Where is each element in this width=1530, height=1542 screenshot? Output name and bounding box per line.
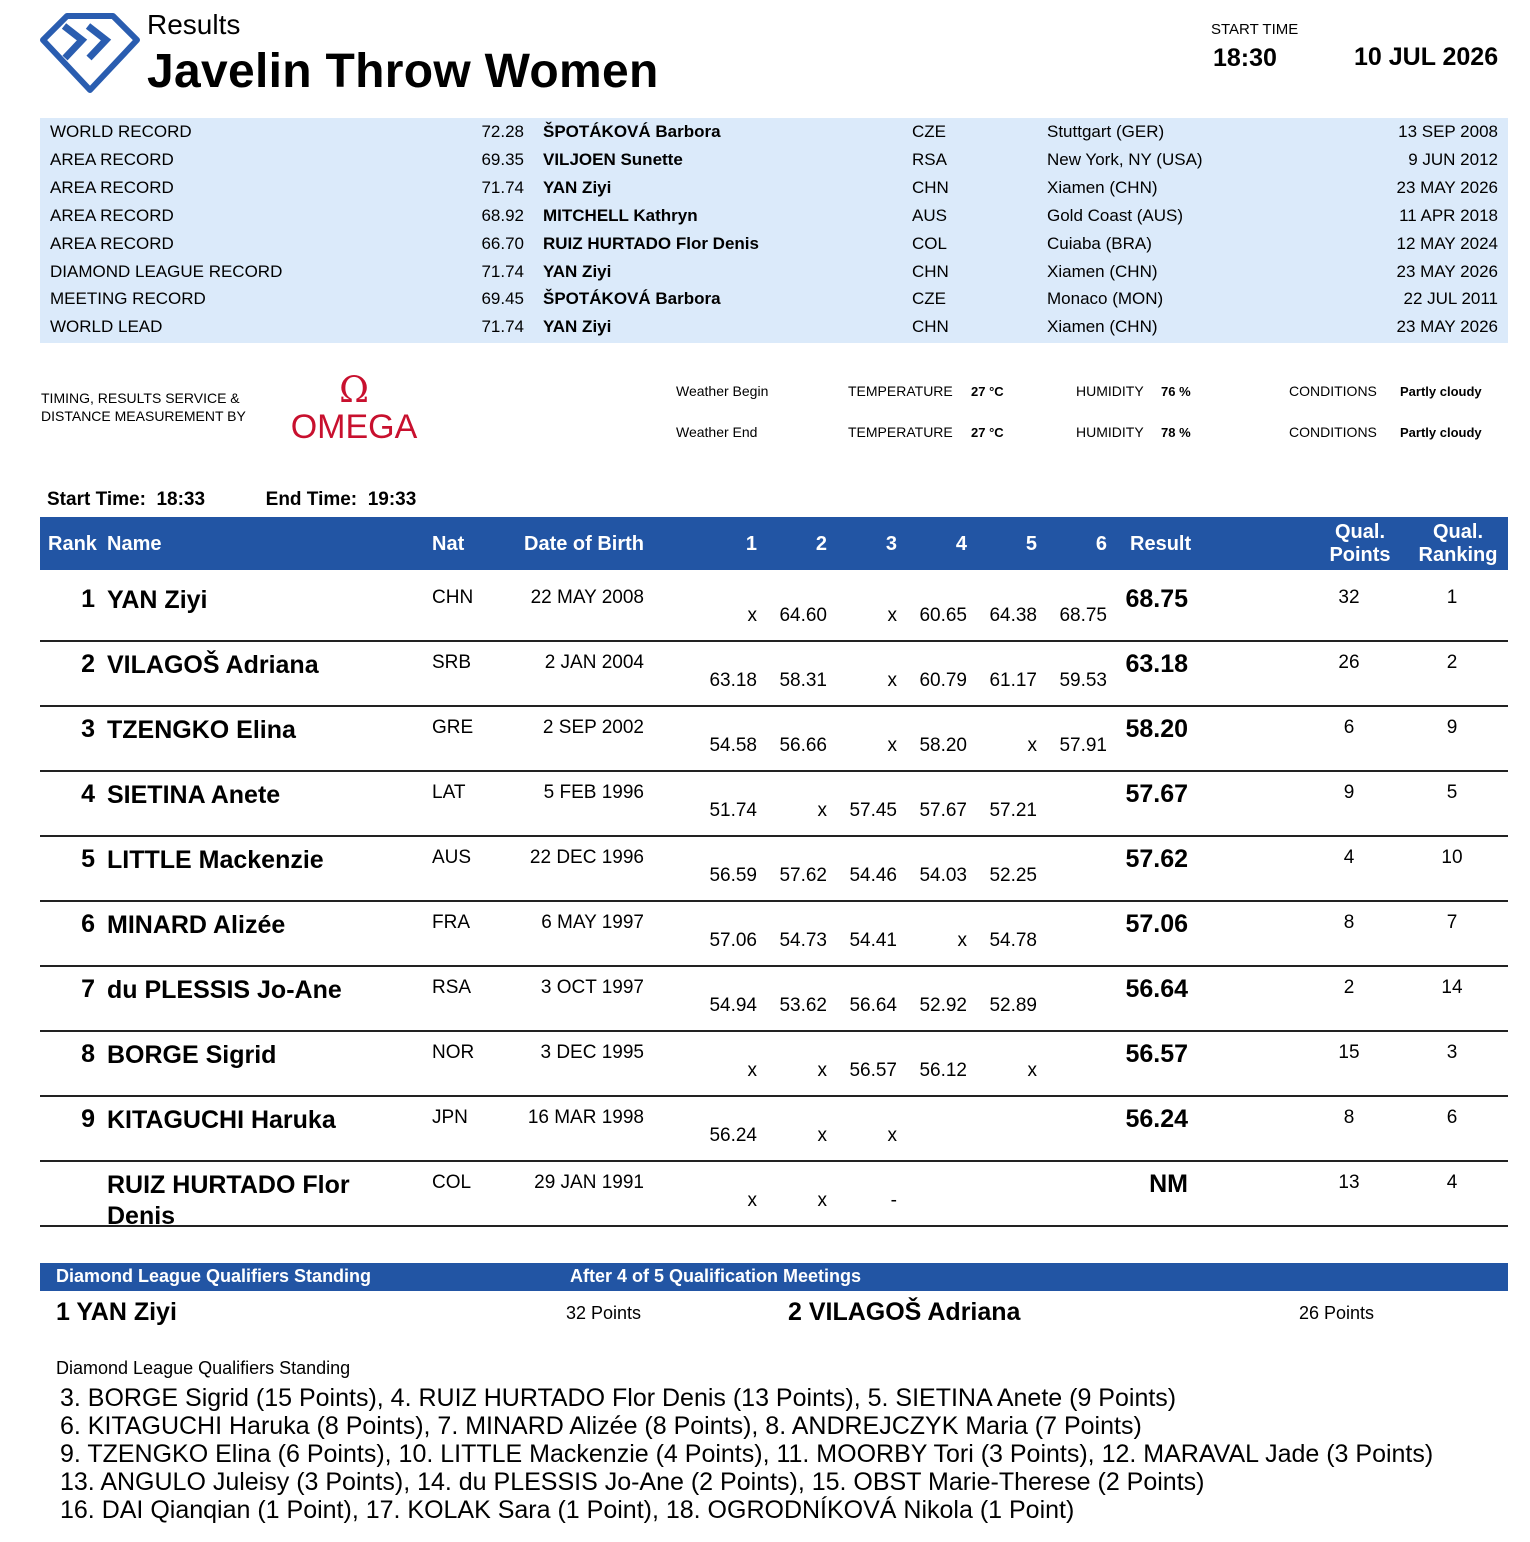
result-attempt-2: x [817, 1190, 827, 1211]
result-athlete-name-line: SIETINA Anete [107, 781, 281, 809]
weather-end-cond: Partly cloudy [1400, 425, 1482, 440]
col-name: Name [107, 533, 162, 555]
result-attempt-2: 53.62 [779, 995, 827, 1016]
col-attempt-4: 4 [955, 533, 967, 555]
record-date: 11 APR 2018 [1399, 205, 1498, 225]
standing-top-1: 1 YAN Ziyi [56, 1298, 177, 1326]
result-attempt-4: x [957, 930, 967, 951]
result-nat: SRB [432, 652, 472, 673]
standing-header [40, 1263, 1508, 1291]
result-qual-ranking: 9 [1446, 717, 1458, 738]
record-mark: 69.45 [481, 289, 524, 309]
result-athlete-name-line: BORGE Sigrid [107, 1041, 277, 1069]
result-attempt-2: 58.31 [779, 670, 827, 691]
weather-end-hum-label: HUMIDITY [1076, 424, 1144, 440]
result-athlete-name [107, 975, 342, 1006]
record-mark: 66.70 [481, 233, 524, 253]
weather-end-cond-label: CONDITIONS [1289, 424, 1377, 440]
result-dob: 22 DEC 1996 [529, 847, 644, 868]
result-attempt-5: 61.17 [989, 670, 1037, 691]
result-nat: LAT [432, 782, 466, 803]
standing-line: 6. KITAGUCHI Haruka (8 Points), 7. MINARD Alizée (8 Points), 8. ANDREJCZYK Maria (7 Points) [60, 1412, 1142, 1440]
result-qual-ranking: 4 [1446, 1172, 1458, 1193]
result-dob: 29 JAN 1991 [534, 1172, 644, 1193]
timing-credit-line1: TIMING, RESULTS SERVICE & [41, 390, 240, 406]
record-date: 22 JUL 2011 [1403, 289, 1498, 309]
result-athlete-name [107, 1170, 350, 1232]
result-dob: 5 FEB 1996 [543, 782, 644, 803]
weather-begin-temp: 27 °C [971, 384, 1004, 399]
result-row [40, 641, 1508, 707]
col-attempt-1: 1 [745, 533, 757, 555]
result-attempt-4: 60.79 [919, 670, 967, 691]
result-attempt-1: 54.58 [709, 735, 757, 756]
result-attempt-4: 60.65 [919, 605, 967, 626]
result-attempt-2: 54.73 [779, 930, 827, 951]
omega-logo [283, 372, 425, 442]
result-qual-points: 8 [1343, 912, 1355, 933]
weather-begin-cond-label: CONDITIONS [1289, 383, 1377, 399]
record-type: AREA RECORD [50, 233, 174, 253]
weather-end-label: Weather End [676, 424, 758, 440]
record-athlete: MITCHELL Kathryn [543, 205, 698, 225]
result-rank: 9 [81, 1105, 95, 1133]
result-attempt-1: 56.24 [709, 1125, 757, 1146]
record-type: WORLD RECORD [50, 122, 192, 141]
standing-subtitle: Diamond League Qualifiers Standing [56, 1358, 351, 1378]
session-times [47, 489, 416, 511]
weather-end-temp-label: TEMPERATURE [848, 424, 953, 440]
result-nat: NOR [432, 1042, 475, 1063]
result-athlete-name [107, 585, 208, 616]
col-qual-ranking [1413, 521, 1503, 567]
result-attempt-5: x [1027, 1060, 1037, 1081]
col-attempt-3: 3 [885, 533, 897, 555]
result-mark: 57.06 [1125, 910, 1188, 938]
event-title: Javelin Throw Women [147, 45, 659, 98]
result-attempt-3: x [887, 1125, 897, 1146]
weather-end-temp: 27 °C [971, 425, 1004, 440]
record-row [40, 259, 1508, 287]
result-athlete-name-line: VILAGOŠ Adriana [107, 651, 319, 679]
result-rank: 8 [81, 1040, 95, 1068]
result-rank: 3 [81, 715, 95, 743]
result-attempt-2: 56.66 [779, 735, 827, 756]
result-attempt-2: x [817, 1125, 827, 1146]
record-date: 9 JUN 2012 [1408, 149, 1498, 169]
record-venue: Xiamen (CHN) [1047, 317, 1158, 337]
result-attempt-5: 64.38 [989, 605, 1037, 626]
result-rank: 5 [81, 845, 95, 873]
result-attempt-6: 57.91 [1059, 735, 1107, 756]
standing-top-1-points: 32 Points [566, 1303, 642, 1323]
record-nat: RSA [912, 149, 947, 169]
result-attempt-1: 57.06 [709, 930, 757, 951]
col-attempt-6: 6 [1095, 533, 1107, 555]
result-dob: 6 MAY 1997 [541, 912, 644, 933]
result-attempt-6: 59.53 [1059, 670, 1107, 691]
result-athlete-name [107, 910, 285, 941]
result-attempt-3: 57.45 [849, 800, 897, 821]
result-row [40, 1161, 1508, 1230]
standing-list [60, 1384, 1433, 1524]
col-dob: Date of Birth [524, 533, 644, 555]
result-attempt-3: x [887, 735, 897, 756]
record-type: MEETING RECORD [50, 289, 206, 309]
result-qual-points: 9 [1343, 782, 1355, 803]
session-end: 19:33 [367, 489, 417, 510]
svg-text:Ω: Ω [339, 372, 369, 411]
standing-top-2: 2 VILAGOŠ Adriana [788, 1298, 1021, 1326]
record-nat: CZE [912, 289, 946, 309]
result-athlete-name [107, 650, 319, 681]
start-time-value: 18:30 [1213, 44, 1277, 72]
result-rank: 4 [81, 780, 95, 808]
result-athlete-name [107, 845, 324, 876]
record-mark: 71.74 [481, 177, 524, 197]
record-type: WORLD LEAD [50, 317, 163, 337]
record-venue: Xiamen (CHN) [1047, 177, 1158, 197]
result-attempt-6: 68.75 [1059, 605, 1107, 626]
result-mark: 56.24 [1125, 1105, 1188, 1133]
standing-header-left: Diamond League Qualifiers Standing [56, 1266, 372, 1286]
result-mark: 56.64 [1125, 975, 1188, 1003]
result-attempt-3: - [890, 1190, 897, 1211]
result-qual-ranking: 2 [1446, 652, 1458, 673]
result-attempt-5: 52.89 [989, 995, 1037, 1016]
result-attempt-4: 58.20 [919, 735, 967, 756]
col-qual-points-line2: Points [1329, 544, 1391, 566]
record-row [40, 286, 1508, 314]
record-athlete: RUIZ HURTADO Flor Denis [543, 233, 759, 253]
result-attempt-3: 56.57 [849, 1060, 897, 1081]
result-attempt-2: 57.62 [779, 865, 827, 886]
result-nat: FRA [432, 912, 470, 933]
record-date: 23 MAY 2026 [1396, 261, 1498, 281]
weather-begin-hum: 76 % [1161, 384, 1191, 399]
standing-line: 16. DAI Qianqian (1 Point), 17. KOLAK Sara (1 Point), 18. OGRODNÍKOVÁ Nikola (1 Point) [60, 1496, 1075, 1524]
result-qual-ranking: 1 [1446, 587, 1458, 608]
result-athlete-name-line: MINARD Alizée [107, 911, 286, 939]
result-row [40, 1096, 1508, 1162]
result-qual-ranking: 5 [1446, 782, 1458, 803]
standing-line: 13. ANGULO Juleisy (3 Points), 14. du PLESSIS Jo-Ane (2 Points), 15. OBST Marie-Therese (2 Points) [60, 1468, 1205, 1496]
record-date: 12 MAY 2024 [1396, 233, 1498, 253]
result-row [40, 771, 1508, 837]
col-qual-ranking-line2: Ranking [1418, 544, 1498, 566]
start-time-label: START TIME [1211, 21, 1299, 38]
result-dob: 16 MAR 1998 [527, 1107, 644, 1128]
record-venue: Cuiaba (BRA) [1047, 233, 1152, 253]
result-attempt-1: 63.18 [709, 670, 757, 691]
record-date: 23 MAY 2026 [1396, 177, 1498, 197]
result-athlete-name-line: Denis [107, 1202, 176, 1230]
result-qual-points: 15 [1338, 1042, 1360, 1063]
result-nat: GRE [432, 717, 474, 738]
result-attempt-2: 64.60 [779, 605, 827, 626]
result-attempt-1: 51.74 [709, 800, 757, 821]
result-dob: 22 MAY 2008 [530, 587, 644, 608]
col-attempt-5: 5 [1025, 533, 1037, 555]
result-qual-points: 32 [1338, 587, 1360, 608]
result-rank: 6 [81, 910, 95, 938]
result-qual-points: 8 [1343, 1107, 1355, 1128]
records-table [40, 118, 1508, 343]
record-type: DIAMOND LEAGUE RECORD [50, 261, 283, 281]
result-attempt-4: 54.03 [919, 865, 967, 886]
result-qual-ranking: 10 [1441, 847, 1463, 868]
record-mark: 71.74 [481, 317, 524, 337]
result-athlete-name [107, 715, 296, 746]
result-qual-ranking: 6 [1446, 1107, 1458, 1128]
result-nat: JPN [432, 1107, 468, 1128]
col-qual-points [1320, 521, 1400, 567]
result-qual-points: 13 [1338, 1172, 1360, 1193]
weather-begin-label: Weather Begin [676, 383, 769, 399]
result-row [40, 836, 1508, 902]
result-row [40, 706, 1508, 772]
result-athlete-name [107, 1105, 336, 1136]
result-nat: AUS [432, 847, 472, 868]
result-nat: CHN [432, 587, 474, 608]
record-athlete: YAN Ziyi [543, 261, 612, 281]
record-type: AREA RECORD [50, 177, 174, 197]
result-nat: RSA [432, 977, 472, 998]
result-rank: 2 [81, 650, 95, 678]
result-athlete-name [107, 1040, 276, 1071]
record-mark: 72.28 [481, 122, 524, 141]
col-qual-ranking-line1: Qual. [1432, 521, 1483, 543]
session-start: 18:33 [156, 489, 206, 510]
result-attempt-4: 57.67 [919, 800, 967, 821]
result-dob: 2 JAN 2004 [544, 652, 644, 673]
result-dob: 3 DEC 1995 [540, 1042, 644, 1063]
result-qual-ranking: 3 [1446, 1042, 1458, 1063]
result-row [40, 576, 1508, 642]
record-athlete: VILJOEN Sunette [543, 149, 683, 169]
col-nat: Nat [432, 533, 465, 555]
record-venue: Gold Coast (AUS) [1047, 205, 1184, 225]
col-qual-points-line1: Qual. [1334, 521, 1385, 543]
result-dob: 2 SEP 2002 [542, 717, 644, 738]
result-attempt-4: 52.92 [919, 995, 967, 1016]
result-attempt-3: 56.64 [849, 995, 897, 1016]
result-mark: 56.57 [1125, 1040, 1188, 1068]
result-athlete-name [107, 780, 280, 811]
record-row [40, 175, 1508, 203]
record-date: 23 MAY 2026 [1396, 317, 1498, 337]
record-type: AREA RECORD [50, 149, 174, 169]
timing-credit-line2: DISTANCE MEASUREMENT BY [41, 408, 246, 424]
record-venue: Stuttgart (GER) [1047, 122, 1165, 141]
weather-begin-hum-label: HUMIDITY [1076, 383, 1144, 399]
result-rank: 7 [81, 975, 95, 1003]
result-qual-points: 4 [1343, 847, 1355, 868]
result-attempt-5: 52.25 [989, 865, 1037, 886]
result-attempt-5: 57.21 [989, 800, 1037, 821]
result-attempt-5: x [1027, 735, 1037, 756]
result-attempt-3: 54.41 [849, 930, 897, 951]
record-nat: CHN [912, 261, 949, 281]
timing-credit [41, 389, 246, 425]
result-row [40, 1031, 1508, 1097]
record-row [40, 314, 1508, 342]
result-attempt-2: x [817, 1060, 827, 1081]
record-row [40, 231, 1508, 259]
result-attempt-3: x [887, 605, 897, 626]
record-athlete: ŠPOTÁKOVÁ Barbora [543, 289, 721, 309]
record-venue: Monaco (MON) [1047, 289, 1164, 309]
record-date: 13 SEP 2008 [1398, 122, 1498, 141]
result-row [40, 966, 1508, 1032]
record-mark: 68.92 [481, 205, 524, 225]
result-attempt-3: x [887, 670, 897, 691]
result-rank: 1 [81, 585, 95, 613]
record-venue: Xiamen (CHN) [1047, 261, 1158, 281]
record-row [40, 147, 1508, 175]
record-type: AREA RECORD [50, 205, 174, 225]
record-athlete: ŠPOTÁKOVÁ Barbora [543, 122, 721, 141]
col-attempt-2: 2 [815, 533, 827, 555]
record-row [40, 203, 1508, 231]
result-athlete-name-line: du PLESSIS Jo-Ane [107, 976, 342, 1004]
weather-begin-cond: Partly cloudy [1400, 384, 1482, 399]
omega-brand-text: OMEGA [290, 408, 418, 442]
record-row [40, 119, 1508, 147]
record-nat: AUS [912, 205, 947, 225]
col-rank: Rank [48, 533, 97, 555]
result-attempt-1: 54.94 [709, 995, 757, 1016]
result-mark: 57.67 [1125, 780, 1188, 808]
standing-header-right: After 4 of 5 Qualification Meetings [570, 1266, 862, 1286]
result-attempt-2: x [817, 800, 827, 821]
record-nat: CHN [912, 317, 949, 337]
diamond-league-logo [40, 12, 140, 94]
result-qual-points: 26 [1338, 652, 1360, 673]
result-athlete-name-line: KITAGUCHI Haruka [107, 1106, 336, 1134]
result-mark: 63.18 [1125, 650, 1188, 678]
record-nat: COL [912, 233, 947, 253]
session-end-label: End Time: [265, 489, 358, 510]
result-attempt-1: 56.59 [709, 865, 757, 886]
result-attempt-3: 54.46 [849, 865, 897, 886]
event-date: 10 JUL 2026 [1354, 43, 1499, 71]
result-qual-points: 2 [1343, 977, 1355, 998]
record-nat: CHN [912, 177, 949, 197]
result-athlete-name-line: RUIZ HURTADO Flor [107, 1171, 350, 1199]
record-athlete: YAN Ziyi [543, 177, 612, 197]
result-mark: 57.62 [1125, 845, 1188, 873]
record-mark: 71.74 [481, 261, 524, 281]
result-attempt-5: 54.78 [989, 930, 1037, 951]
standing-line: 3. BORGE Sigrid (15 Points), 4. RUIZ HURTADO Flor Denis (13 Points), 5. SIETINA Anete (9 Points) [60, 1384, 1177, 1412]
standing-line: 9. TZENGKO Elina (6 Points), 10. LITTLE Mackenzie (4 Points), 11. MOORBY Tori (3 Points), 12. MARAVAL Jade (3 Points) [60, 1440, 1434, 1468]
result-attempt-4: 56.12 [919, 1060, 967, 1081]
result-dob: 3 OCT 1997 [540, 977, 644, 998]
standing-top-2-points: 26 Points [1299, 1303, 1375, 1323]
session-start-label: Start Time: [47, 489, 146, 510]
result-row [40, 901, 1508, 967]
result-qual-points: 6 [1343, 717, 1355, 738]
result-athlete-name-line: TZENGKO Elina [107, 716, 296, 744]
record-mark: 69.35 [481, 149, 524, 169]
col-result: Result [1130, 533, 1192, 555]
result-mark: NM [1149, 1170, 1188, 1198]
result-nat: COL [432, 1172, 472, 1193]
result-athlete-name-line: YAN Ziyi [107, 586, 208, 614]
weather-end-hum: 78 % [1161, 425, 1191, 440]
result-attempt-1: x [747, 1190, 757, 1211]
result-mark: 58.20 [1125, 715, 1188, 743]
result-qual-ranking: 14 [1441, 977, 1463, 998]
record-nat: CZE [912, 122, 946, 141]
results-table-header [40, 517, 1508, 570]
record-athlete: YAN Ziyi [543, 317, 612, 337]
result-attempt-1: x [747, 605, 757, 626]
document-type: Results [147, 9, 241, 40]
weather-begin-temp-label: TEMPERATURE [848, 383, 953, 399]
record-venue: New York, NY (USA) [1047, 149, 1203, 169]
result-qual-ranking: 7 [1446, 912, 1458, 933]
result-attempt-1: x [747, 1060, 757, 1081]
result-athlete-name-line: LITTLE Mackenzie [107, 846, 324, 874]
result-mark: 68.75 [1125, 585, 1188, 613]
